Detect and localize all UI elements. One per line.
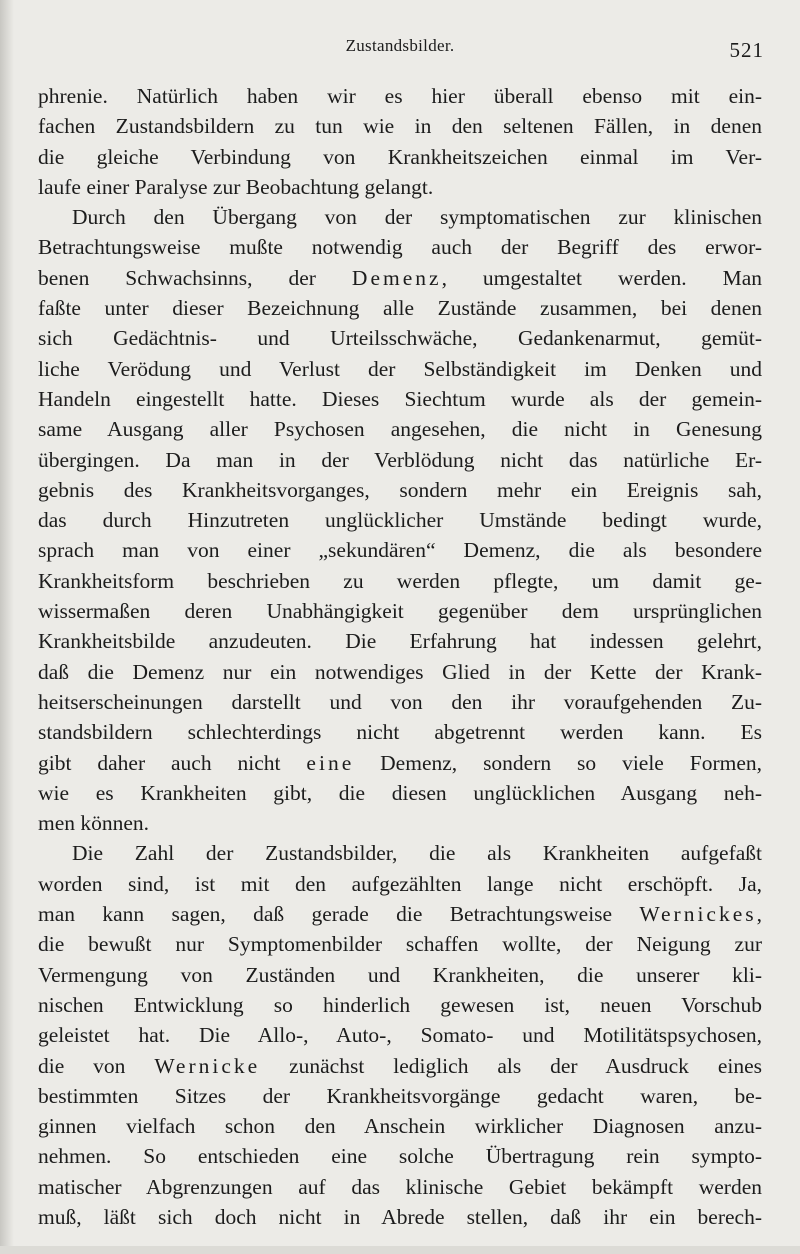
text-line: Die Zahl der Zustandsbilder, die als Krankheiten aufgefaßt (72, 841, 762, 866)
text-line: sich Gedächtnis- und Urteilsschwäche, Gedankenarmut, gemüt- (38, 326, 762, 351)
emphasized-name: Wernicke (154, 1053, 261, 1078)
text-line: sprach man von einer „sekundären“ Demenz, die als besondere (38, 538, 762, 563)
text-line (38, 899, 762, 929)
spine-shadow (0, 0, 14, 1254)
text-line: Krankheitsbilde anzudeuten. Die Erfahrung hat indessen gelehrt, (38, 629, 762, 654)
text-line: das durch Hinzutreten unglücklicher Umstände bedingt wurde, (38, 508, 762, 533)
text-line: worden sind, ist mit den aufgezählten lange nicht erschöpft. Ja, (38, 871, 762, 896)
text-line: men können. (38, 811, 150, 836)
text-line: daß die Demenz nur ein notwendiges Glied in der Kette der Krank- (38, 659, 762, 684)
text-line: muß, läßt sich doch nicht in Abrede stellen, daß ihr ein berech- (38, 1204, 762, 1229)
text-line: die gleiche Verbindung von Krankheitszeichen einmal im Ver- (38, 144, 762, 169)
text-line: Vermengung von Zuständen und Krankheiten, die unserer kli- (38, 962, 762, 987)
text-line: nischen Entwicklung so hinderlich gewesen ist, neuen Vorschub (38, 992, 762, 1017)
emphasized-term: Demenz (351, 265, 442, 290)
text-line: wie es Krankheiten gibt, die diesen unglücklichen Ausgang neh- (38, 780, 762, 805)
body-text (38, 81, 762, 1232)
page-edge (0, 1246, 800, 1254)
text-line: same Ausgang aller Psychosen angesehen, die nicht in Genesung (38, 417, 762, 442)
text-segment: , umgestaltet werden. Man (441, 265, 763, 290)
text-segment: , (756, 902, 762, 927)
text-line: faßte unter dieser Bezeichnung alle Zustände zusammen, bei denen (38, 296, 762, 321)
text-line: matischer Abgrenzungen auf das klinische Gebiet bekämpft werden (38, 1174, 762, 1199)
text-segment: Demenz, sondern so viele Formen, (380, 750, 763, 775)
text-segment: benen Schwachsinns, der (38, 265, 316, 290)
text-line: Betrachtungsweise mußte notwendig auch der Begriff des erwor- (38, 235, 762, 260)
text-line: gebnis des Krankheitsvorganges, sondern mehr ein Ereignis sah, (38, 477, 762, 502)
emphasized-name: Wernickes (639, 902, 757, 927)
page-number: 521 (729, 38, 764, 62)
text-line: ginnen vielfach schon den Anschein wirklicher Diagnosen anzu- (38, 1114, 762, 1139)
text-line: Krankheitsform beschrieben zu werden pflegte, um damit ge- (38, 568, 762, 593)
running-head (0, 36, 800, 60)
text-line (38, 263, 762, 293)
text-segment: man kann sagen, daß gerade die Betrachtungsweise (38, 902, 613, 927)
text-segment: gibt daher auch nicht (38, 750, 281, 775)
text-line: phrenie. Natürlich haben wir es hier überall ebenso mit ein- (38, 84, 762, 108)
text-line: heitserscheinungen darstellt und von den ihr voraufgehenden Zu- (38, 689, 762, 714)
text-line: fachen Zustandsbildern zu tun wie in den seltenen Fällen, in denen (38, 114, 762, 139)
text-line: Handeln eingestellt hatte. Dieses Siechtum wurde als der gemein- (38, 386, 762, 411)
text-line: liche Verödung und Verlust der Selbständigkeit im Denken und (38, 356, 762, 381)
text-line: bestimmten Sitzes der Krankheitsvorgänge gedacht waren, be- (38, 1083, 762, 1108)
text-line: übergingen. Da man in der Verblödung nicht das natürliche Er- (38, 447, 762, 472)
emphasized-term: eine (306, 750, 355, 775)
text-line: laufe einer Paralyse zur Beobachtung gelangt. (38, 174, 434, 199)
text-line: Durch den Übergang von der symptomatischen zur klinischen (72, 205, 762, 230)
running-title: Zustandsbilder. (345, 36, 455, 55)
text-segment: die von (38, 1053, 126, 1078)
text-line: geleistet hat. Die Allo-, Auto-, Somato- und Motilitätspsychosen, (38, 1023, 762, 1048)
text-line: nehmen. So entschieden eine solche Übertragung rein sympto- (38, 1144, 762, 1169)
text-line (38, 748, 762, 778)
text-line: standsbildern schlechterdings nicht abgetrennt werden kann. Es (38, 720, 762, 745)
text-line: die bewußt nur Symptomenbilder schaffen wollte, der Neigung zur (38, 932, 762, 957)
text-line: wissermaßen deren Unabhängigkeit gegenüber dem ursprünglichen (38, 599, 762, 624)
text-line (38, 1051, 762, 1081)
text-segment: zunächst lediglich als der Ausdruck eines (289, 1053, 762, 1078)
